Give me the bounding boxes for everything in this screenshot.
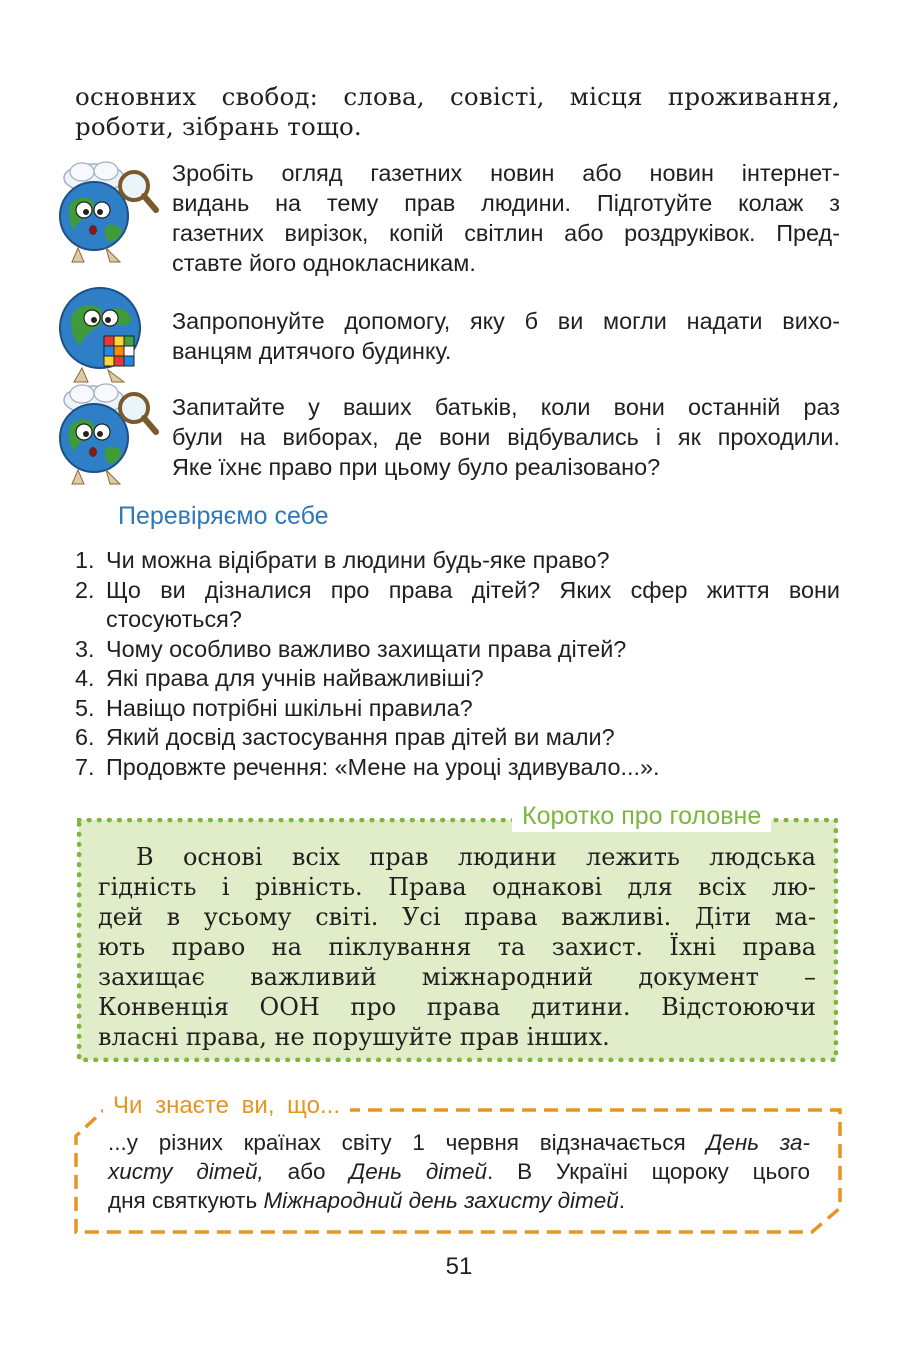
- question-text: Які права для учнів найважливіші?: [106, 665, 484, 691]
- question-number: 1.: [75, 547, 95, 573]
- page-number: 51: [445, 1253, 473, 1280]
- summary-line: В основі всіх прав людини лежить людська: [136, 843, 816, 871]
- question-number: 3.: [75, 635, 95, 662]
- did-you-know-line: хисту дітей, або День дітей. В Україні щороку цього: [108, 1159, 810, 1184]
- task-line: видань на тему прав людини. Підготуйте колаж з: [172, 190, 840, 216]
- task-elections: [172, 392, 840, 482]
- summary-line: гідність і рівність. Права однакові для всіх лю-: [98, 873, 816, 901]
- summary-title: Коротко про головне: [512, 800, 771, 832]
- task-line: Зробіть огляд газетних новин або новин інтернет-: [172, 160, 840, 186]
- question-number: 6.: [75, 724, 95, 750]
- globe-rubik-cube-icon: [48, 278, 160, 390]
- intro-line: роботи, зібрань тощо.: [75, 112, 362, 141]
- list-item: [75, 635, 840, 665]
- list-item: [75, 576, 840, 635]
- question-text: Продовжте речення: «Мене на уроці здивувало...».: [106, 753, 660, 780]
- question-text: стосуються?: [106, 606, 242, 632]
- task-line: газетних вирізок, копій світлин або роздруківок. Пред-: [172, 220, 840, 246]
- task-line: Запитайте у ваших батьків, коли вони останній раз: [172, 394, 840, 420]
- task-line: ванцям дитячого будинку.: [172, 338, 452, 364]
- list-item: [75, 664, 840, 694]
- question-text: Навіщо потрібні шкільні правила?: [106, 694, 473, 721]
- question-text: Який досвід застосування прав дітей ви мали?: [106, 724, 615, 750]
- list-item: [75, 694, 840, 724]
- intro-paragraph: [75, 82, 840, 142]
- intro-line: основних свобод: слова, совісті, місця проживання,: [75, 82, 840, 111]
- summary-line: ють право на піклування та захист. Їхні права: [98, 933, 816, 961]
- question-text: Що ви дізналися про права дітей? Яких сфер життя вони: [106, 576, 840, 603]
- globe-magnifier-icon: [48, 378, 160, 490]
- summary-line: Конвенція ООН про права дитини. Відстоюючи: [98, 993, 816, 1021]
- section-title: Перевіряємо себе: [118, 502, 329, 530]
- task-line: Яке їхнє право при цьому було реалізовано?: [172, 454, 661, 480]
- did-you-know-text: [108, 1128, 810, 1215]
- task-line: були на виборах, де вони відбувались і як проходили.: [172, 424, 840, 450]
- list-item: [75, 753, 840, 783]
- summary-line: захищає важливий міжнародний документ –: [98, 963, 816, 991]
- summary-text: [98, 842, 816, 1052]
- globe-magnifier-icon: [48, 156, 160, 268]
- question-number: 5.: [75, 694, 95, 721]
- summary-line: власні права, не порушуйте прав інших.: [98, 1023, 610, 1051]
- question-number: 4.: [75, 665, 95, 691]
- task-collage: [172, 158, 840, 278]
- did-you-know-line: ...у різних країнах світу 1 червня відзначається День за-: [108, 1130, 810, 1155]
- task-line: ставте його однокласникам.: [172, 250, 476, 276]
- summary-line: дей в усьому світі. Усі права важливі. Діти ма-: [98, 903, 816, 931]
- question-number: 7.: [75, 753, 95, 780]
- question-text: Чому особливо важливо захищати права дітей?: [106, 635, 627, 662]
- did-you-know-title: Чи знаєте ви, що...: [103, 1090, 350, 1122]
- task-line: Запропонуйте допомогу, яку б ви могли надати вихо-: [172, 308, 840, 334]
- question-text: Чи можна відібрати в людини будь-яке право?: [106, 547, 610, 573]
- list-item: [75, 723, 840, 753]
- list-item: [75, 546, 840, 576]
- did-you-know-line: дня святкують Міжнародний день захисту дітей.: [108, 1188, 626, 1213]
- question-list: [75, 546, 840, 782]
- task-orphanage-help: [172, 306, 840, 366]
- question-number: 2.: [75, 576, 95, 603]
